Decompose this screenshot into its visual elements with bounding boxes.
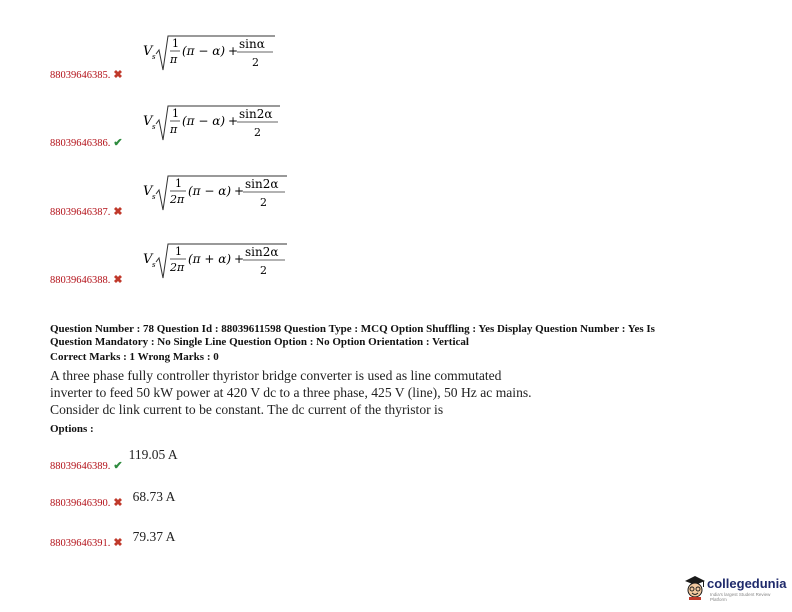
question-meta-line2: Question Mandatory : No Single Line Question Option : No Option Orientation : Vertical: [50, 336, 469, 348]
option-391[interactable]: [50, 528, 176, 549]
correct-check-icon: ✔: [113, 460, 123, 472]
question-meta-line1: Question Number : 78 Question Id : 88039611598 Question Type : MCQ Option Shuffling : Yes Display Question Number : Yes Is: [50, 323, 655, 335]
logo-wordmark: collegedunia: [707, 576, 787, 591]
option-389[interactable]: [50, 446, 178, 472]
wrong-mark-icon: ✖: [113, 206, 123, 218]
formula-sub: s: [152, 123, 156, 131]
formula-frac-num: 1: [172, 107, 179, 120]
question-text-line1: A three phase fully controller thyristor bridge converter is used as line commutated: [50, 368, 502, 383]
wrong-mark-icon: ✖: [113, 69, 123, 81]
formula-op: +: [234, 184, 245, 198]
formula-paren: (π − α): [188, 184, 232, 198]
wrong-mark-icon: ✖: [113, 537, 123, 549]
formula-option-386: [140, 100, 285, 146]
formula-option-387: [140, 170, 290, 216]
formula-frac-den: π: [170, 123, 178, 136]
option-id: 88039646391.: [50, 538, 111, 549]
options-label: Options :: [50, 423, 94, 435]
formula-sub: s: [152, 193, 156, 201]
question-text-line3: Consider dc link current to be constant. The dc current of the thyristor is: [50, 402, 444, 417]
formula-frac-den: π: [170, 53, 178, 66]
graduate-mascot-icon: [684, 574, 706, 600]
question-block: [50, 323, 750, 436]
correct-check-icon: ✔: [113, 137, 123, 149]
question-text-line2: inverter to feed 50 kW power at 420 V dc to a three phase, 425 V (line), 50 Hz ac mains.: [50, 385, 532, 400]
formula-op: +: [228, 114, 239, 128]
formula-trig-den: 2: [252, 56, 259, 69]
formula-trig-num: sin2α: [239, 107, 273, 121]
wrong-mark-icon: ✖: [113, 497, 123, 509]
formula-trig-num: sin2α: [245, 177, 279, 191]
formula-op: +: [234, 252, 245, 266]
option-text: 119.05 A: [128, 447, 178, 462]
formula-trig-num: sin2α: [245, 245, 279, 259]
formula-trig-den: 2: [260, 264, 267, 277]
formula-frac-num: 1: [175, 177, 182, 190]
question-marks: Correct Marks : 1 Wrong Marks : 0: [50, 351, 219, 363]
option-390[interactable]: [50, 488, 176, 509]
formula-op: +: [228, 44, 239, 58]
formula-prefix: V: [143, 44, 153, 59]
option-id-385: 88039646385. ✖: [50, 69, 123, 81]
collegedunia-logo: [684, 572, 788, 604]
formula-paren: (π − α): [182, 44, 226, 58]
option-id: 88039646389.: [50, 461, 111, 472]
formula-option-385: [140, 30, 280, 76]
formula-frac-den: 2π: [170, 261, 185, 274]
option-text: 79.37 A: [132, 529, 176, 544]
option-id-386: 88039646386. ✔: [50, 137, 123, 149]
formula-option-388: [140, 238, 290, 284]
formula-prefix: V: [143, 184, 153, 199]
formula-paren: (π − α): [182, 114, 226, 128]
option-text: 68.73 A: [132, 489, 176, 504]
formula-trig-num: sinα: [239, 37, 265, 51]
logo-tagline: India's largest Student Review Platform: [710, 592, 771, 602]
formula-prefix: V: [143, 252, 153, 267]
wrong-mark-icon: ✖: [113, 274, 123, 286]
formula-prefix: V: [143, 114, 153, 129]
formula-sub: s: [152, 53, 156, 61]
formula-trig-den: 2: [260, 196, 267, 209]
formula-sub: s: [152, 261, 156, 269]
formula-trig-den: 2: [254, 126, 261, 139]
formula-frac-num: 1: [175, 245, 182, 258]
option-id-387: 88039646387. ✖: [50, 206, 123, 218]
option-id-388: 88039646388. ✖: [50, 274, 123, 286]
formula-frac-den: 2π: [170, 193, 185, 206]
formula-frac-num: 1: [172, 37, 179, 50]
option-id: 88039646390.: [50, 498, 111, 509]
formula-paren: (π + α): [188, 252, 232, 266]
